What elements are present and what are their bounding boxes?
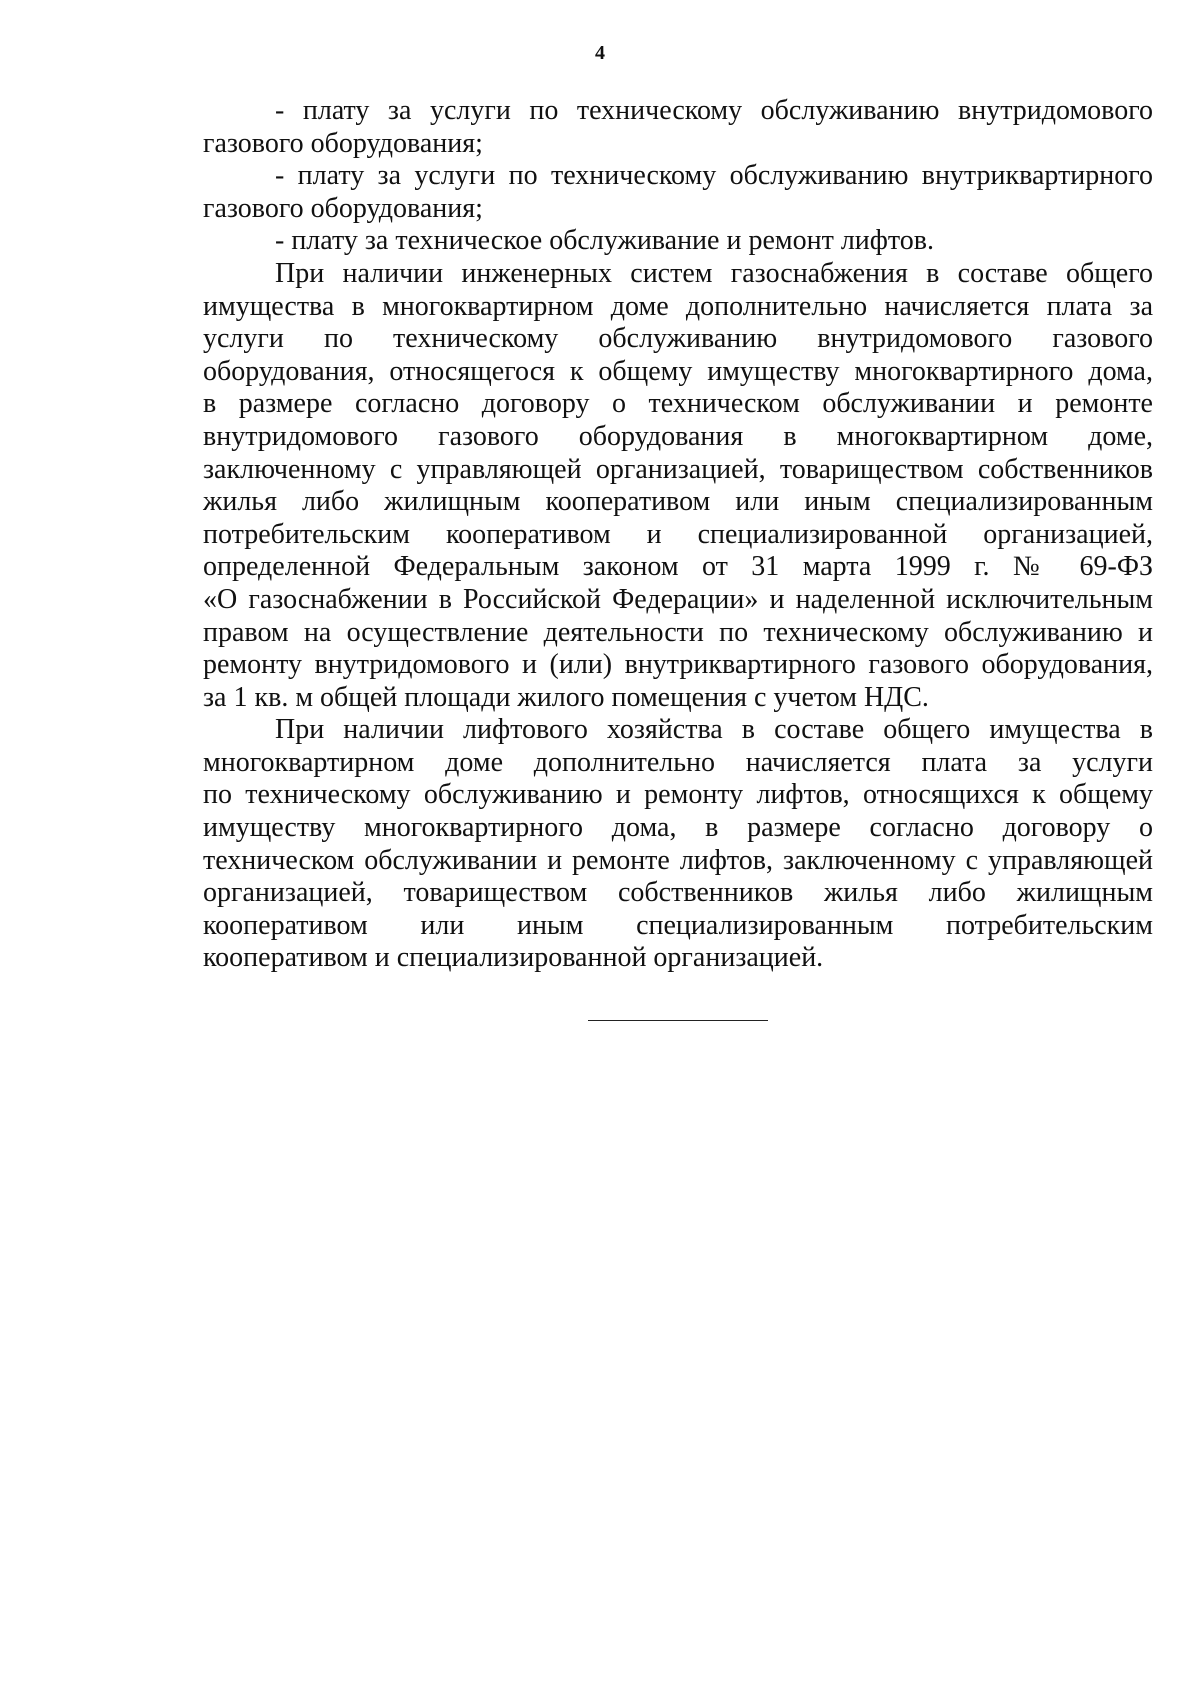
paragraph-gas-supply (203, 258, 1153, 714)
text-line: имущества в многоквартирном доме дополнительно начисляется плата за (203, 290, 1153, 322)
bullet-item-gas-apartment (203, 160, 1153, 225)
end-of-document-rule (588, 1020, 768, 1021)
text-line: по техническому обслуживанию и ремонту лифтов, относящихся к общему (203, 779, 1153, 811)
bullet-item-gas-building (203, 95, 1153, 160)
text-line: - плату за услуги по техническому обслуживанию внутриквартирного (275, 160, 1153, 192)
page-number: 4 (595, 42, 605, 64)
text-line: за 1 кв. м общей площади жилого помещения с учетом НДС. (203, 681, 929, 713)
text-line: кооперативом и специализированной организацией. (203, 942, 824, 974)
text-line: При наличии инженерных систем газоснабжения в составе общего (275, 257, 1153, 289)
text-line: определенной Федеральным законом от 31 марта 1999 г. № 69-ФЗ (203, 551, 1153, 583)
text-line: услуги по техническому обслуживанию внутридомового газового (203, 323, 1153, 355)
text-line: в размере согласно договору о техническом обслуживании и ремонте (203, 388, 1153, 420)
text-line: имуществу многоквартирного дома, в размере согласно договору о (203, 812, 1153, 844)
text-line: газового оборудования; (203, 127, 483, 159)
text-line: оборудования, относящегося к общему имуществу многоквартирного дома, (203, 355, 1153, 387)
paragraph-elevators (203, 714, 1153, 975)
text-line: заключенному с управляющей организацией, товариществом собственников (203, 453, 1153, 485)
text-line: «О газоснабжении в Российской Федерации» и наделенной исключительным (203, 583, 1153, 615)
text-line: потребительским кооперативом и специализированной организацией, (203, 518, 1153, 550)
text-line: - плату за техническое обслуживание и ремонт лифтов. (275, 225, 935, 257)
text-line: ремонту внутридомового и (или) внутриквартирного газового оборудования, (203, 649, 1153, 681)
text-line: - плату за услуги по техническому обслуживанию внутридомового (275, 95, 1153, 126)
text-line: кооперативом или иным специализированным потребительским (203, 909, 1153, 941)
text-line: внутридомового газового оборудования в многоквартирном доме, (203, 420, 1153, 452)
document-body (203, 95, 1153, 975)
text-line: организацией, товариществом собственников жилья либо жилищным (203, 877, 1153, 909)
text-line: техническом обслуживании и ремонте лифтов, заключенному с управляющей (203, 844, 1153, 876)
bullet-item-elevators (203, 225, 1153, 258)
text-line: жилья либо жилищным кооперативом или иным специализированным (203, 486, 1153, 518)
text-line: правом на осуществление деятельности по техническому обслуживанию и (203, 616, 1153, 648)
text-line: многоквартирном доме дополнительно начисляется плата за услуги (203, 746, 1153, 778)
text-line: При наличии лифтового хозяйства в составе общего имущества в (275, 714, 1153, 746)
text-line: газового оборудования; (203, 192, 483, 224)
